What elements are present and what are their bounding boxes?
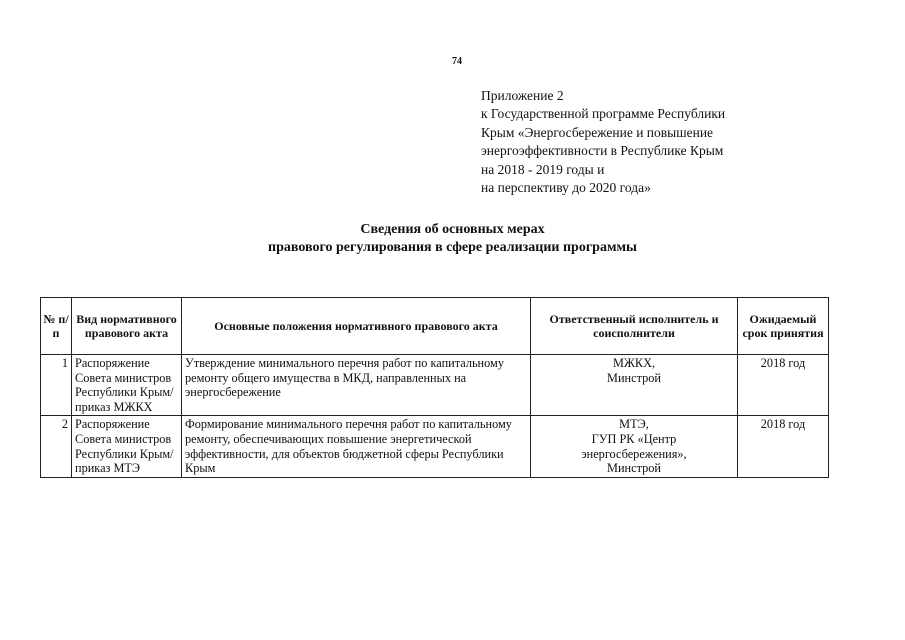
appendix-line: Приложение 2	[481, 88, 564, 103]
measures-table	[40, 297, 829, 478]
cell-act-type: Распоряжение Совета министров Республики Крым/ приказ МТЭ	[72, 416, 182, 477]
header-num: № п/п	[41, 298, 72, 355]
appendix-note	[481, 87, 725, 197]
table-row	[41, 355, 829, 416]
appendix-line: на 2018 - 2019 годы и	[481, 161, 605, 177]
appendix-line: к Государственной программе Республики	[481, 106, 726, 122]
executor-line: МЖКХ,	[612, 356, 656, 370]
table-header-row	[41, 298, 829, 355]
header-executor: Ответственный исполнитель и соисполнители	[531, 298, 738, 355]
executor-line: Минстрой	[607, 461, 661, 476]
page-number: 74	[452, 56, 462, 67]
cell-num: 2	[41, 416, 72, 477]
cell-deadline: 2018 год	[738, 355, 829, 416]
executor-line: Минстрой	[607, 370, 661, 385]
cell-content: Утверждение минимального перечня работ по капитальному ремонту общего имущества в МКД, направленных на энергосбережение	[182, 355, 531, 416]
appendix-line: Крым «Энергосбережение и повышение	[481, 124, 714, 140]
executor-line: ГУП РК «Центр	[591, 431, 677, 446]
header-deadline: Ожидаемый срок принятия	[738, 298, 829, 355]
cell-act-type: Распоряжение Совета министров Республики Крым/ приказ МЖКХ	[72, 355, 182, 416]
executor-line: МТЭ,	[619, 417, 649, 432]
cell-executor	[531, 355, 738, 416]
title-line: Сведения об основных мерах	[360, 222, 545, 237]
appendix-line: энергоэффективности в Республике Крым	[481, 143, 724, 159]
appendix-line: на перспективу до 2020 года»	[481, 180, 651, 196]
document-title	[0, 221, 905, 257]
executor-line: энергосбережения»,	[581, 446, 687, 461]
header-act-type: Вид нормативного правового акта	[72, 298, 182, 355]
cell-executor	[531, 416, 738, 477]
title-line: правового регулирования в сфере реализации программы	[268, 240, 637, 255]
cell-num: 1	[41, 355, 72, 416]
header-content: Основные положения нормативного правового акта	[182, 298, 531, 355]
table-row	[41, 416, 829, 477]
cell-deadline: 2018 год	[738, 416, 829, 477]
cell-content: Формирование минимального перечня работ по капитальному ремонту, обеспечивающих повышение энергетической эффективности, для объектов бюджетной сферы Республики Крым	[182, 416, 531, 477]
